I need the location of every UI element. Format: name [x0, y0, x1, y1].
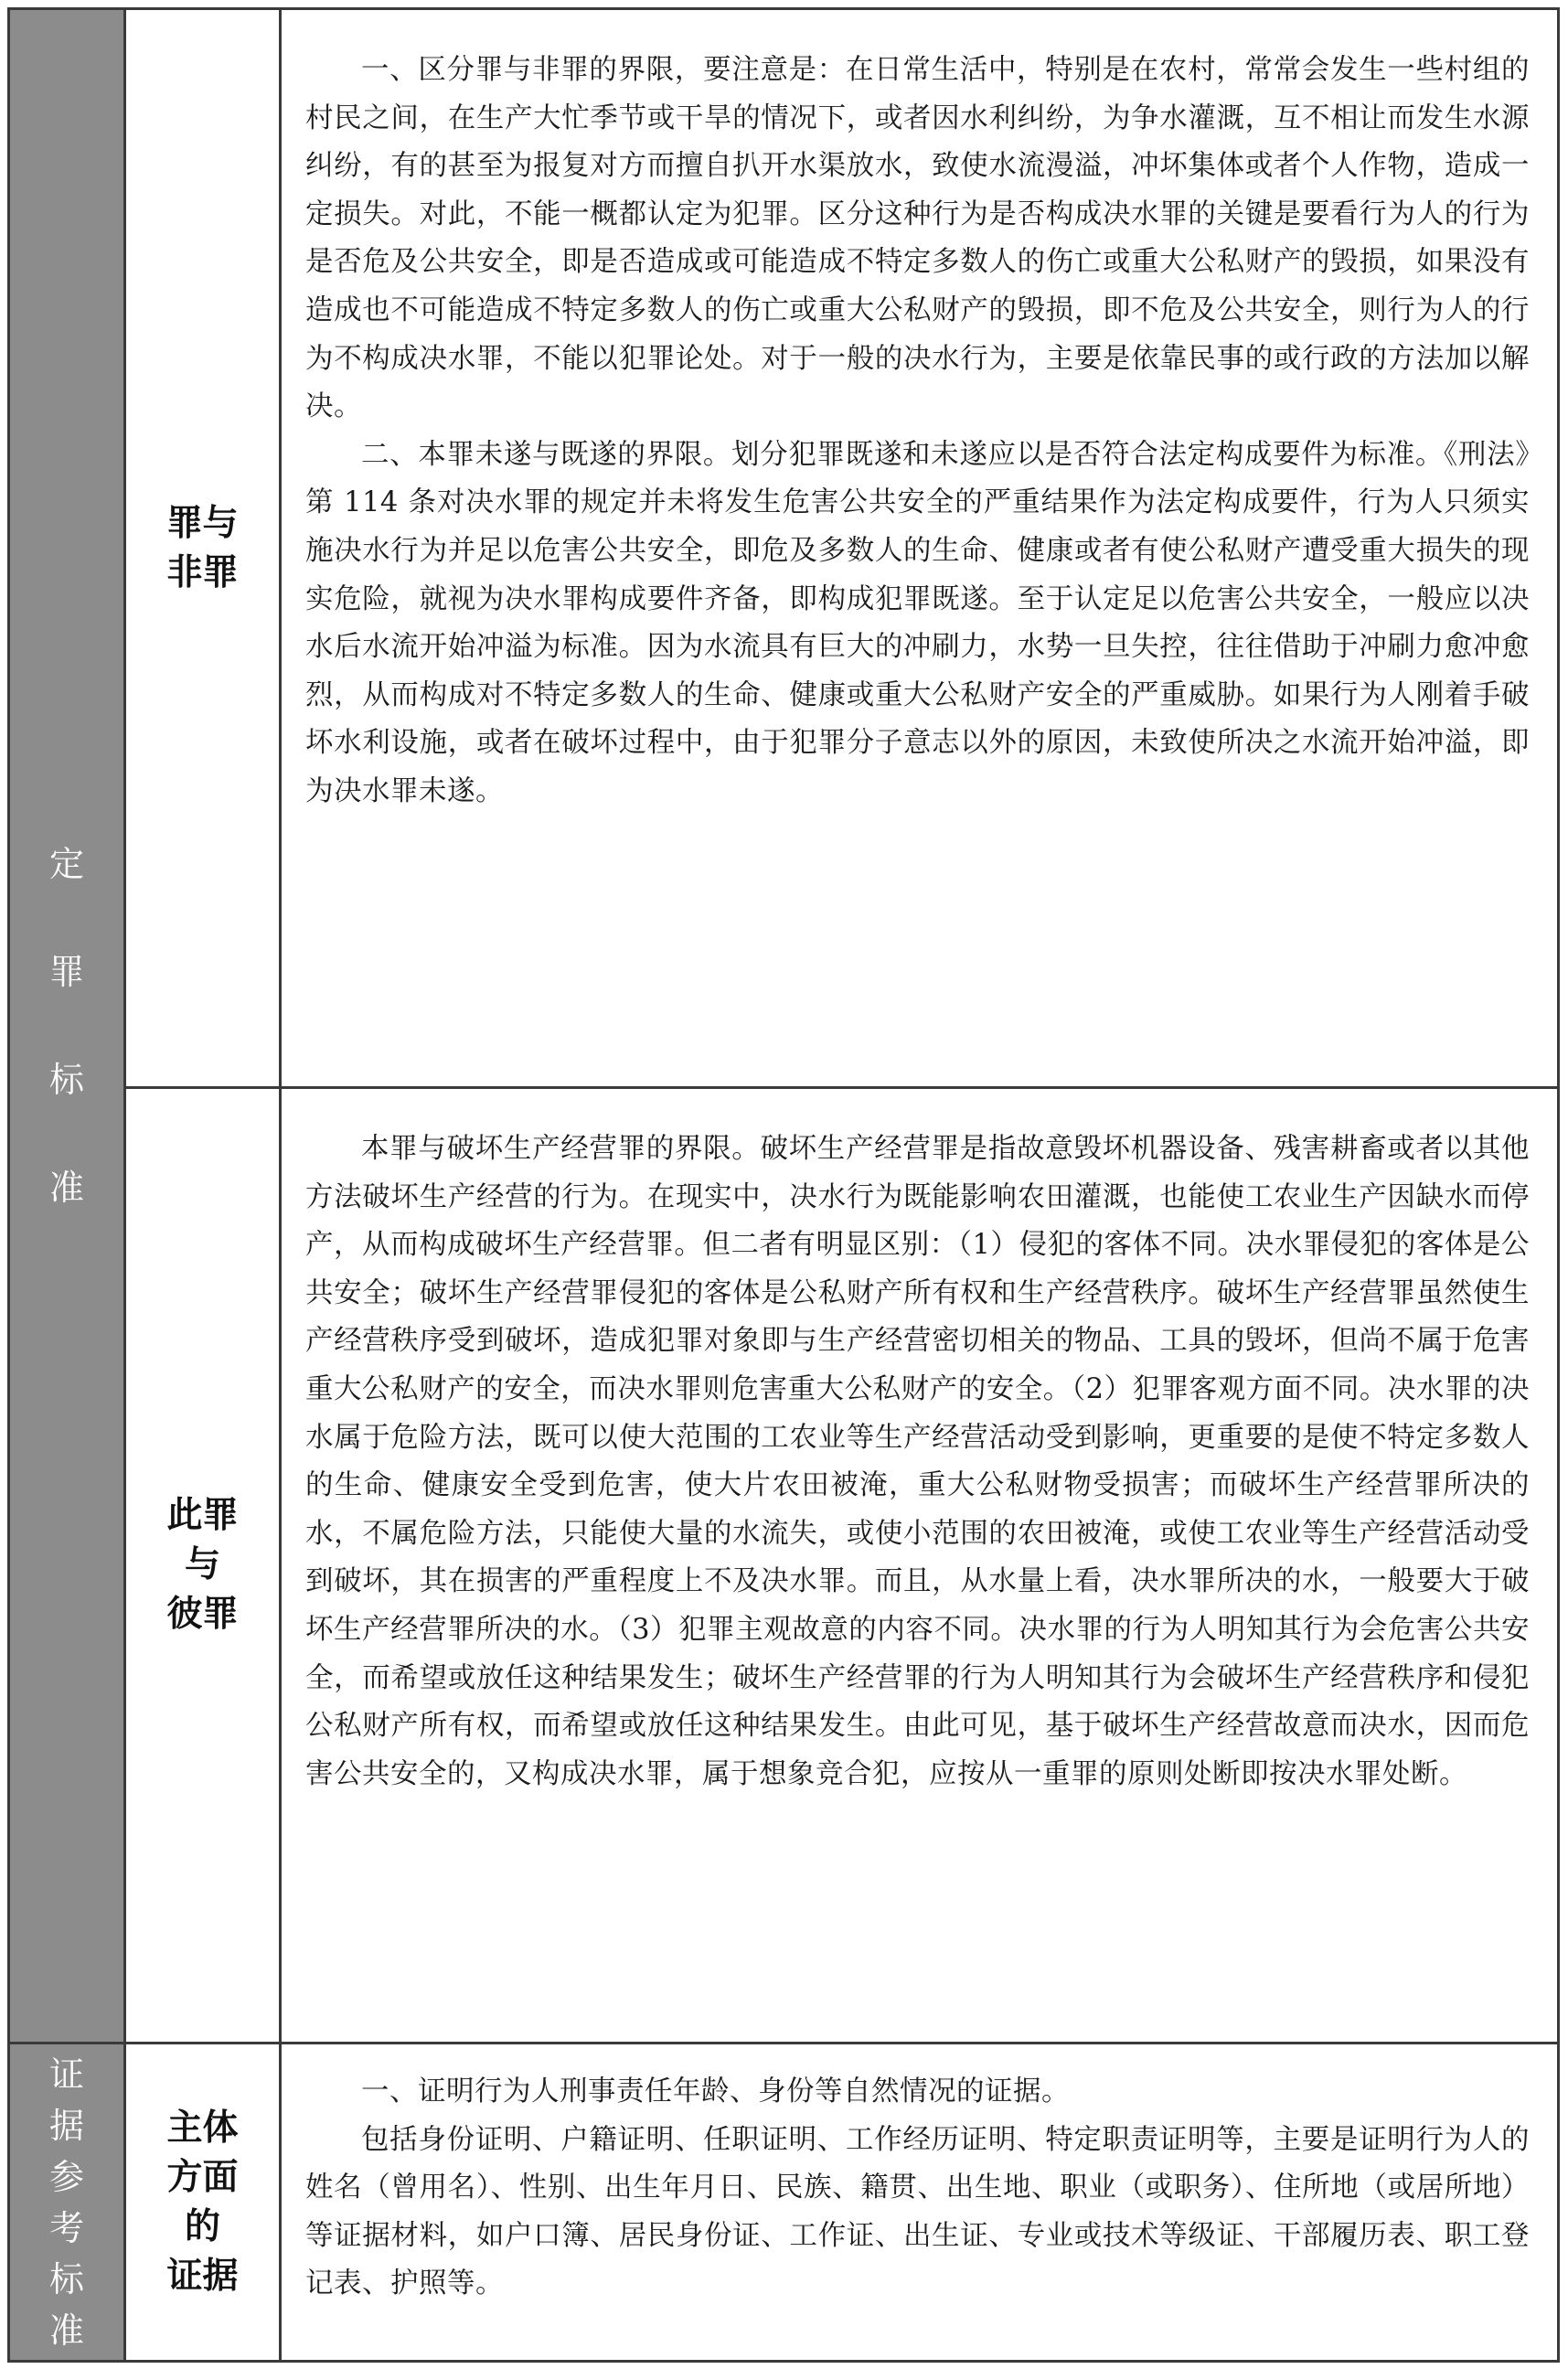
paragraph: 二、本罪未遂与既遂的界限。划分犯罪既遂和未遂应以是否符合法定构成要件为标准。《刑法》第 114 条对决水罪的规定并未将发生危害公共安全的严重结果作为法定构成要件，行为人只须实施决水行为并足以危害公共安全，即危及多数人的生命、健康或者有使公私财产遭受重大损失的现实危险，就视为决水罪构成要件齐备，即构成犯罪既遂。至于认定足以危害公共安全，一般应以决水后水流开始冲溢为标准。因为水流具有巨大的冲刷力，水势一旦失控，往往借助于冲刷力愈冲愈烈，从而构成对不特定多数人的生命、健康或重大公私财产安全的严重威胁。如果行为人刚着手破坏水利设施，或者在破坏过程中，由于犯罪分子意志以外的原因，未致使所决之水流开始冲溢，即为决水罪未遂。 [305, 438, 1530, 807]
row-label-cell [125, 2044, 281, 2362]
row-content-cell [281, 2044, 1559, 2362]
table-row [9, 9, 1559, 1088]
section-header-conviction-standard [9, 9, 125, 2044]
row-label-cell [125, 9, 281, 1088]
row-label: 主体 方面 的 证据 [166, 2107, 239, 2297]
paragraph: 一、区分罪与非罪的界限，要注意是：在日常生活中，特别是在农村，常常会发生一些村组的村民之间，在生产大忙季节或干旱的情况下，或者因水利纠纷，为争水灌溉，互不相让而发生水源纠纷，有的甚至为报复对方而擅自扒开水渠放水，致使水流漫溢，冲坏集体或者个人作物，造成一定损失。对此，不能一概都认定为犯罪。区分这种行为是否构成决水罪的关键是要看行为人的行为是否危及公共安全，即是否造成或可能造成不特定多数人的伤亡或重大公私财产的毁损，如果没有造成也不可能造成不特定多数人的伤亡或重大公私财产的毁损，即不危及公共安全，则行为人的行为不构成决水罪，不能以犯罪论处。对于一般的决水行为，主要是依靠民事的或行政的方法加以解决。 [305, 54, 1530, 423]
document-table [7, 7, 1560, 2363]
row-label-cell [125, 1088, 281, 2044]
paragraph: 一、证明行为人刑事责任年龄、身份等自然情况的证据。 [361, 2076, 1070, 2108]
section-header-text: 证 据 参 考 标 准 [48, 2054, 84, 2351]
row-content-cell [281, 1088, 1559, 2044]
row-label: 罪与 非罪 [166, 502, 239, 593]
row-content-cell [281, 9, 1559, 1088]
row-label: 此罪 与 彼罪 [166, 1495, 239, 1635]
section-header-evidence-standard [9, 2044, 125, 2362]
table-row [9, 2044, 1559, 2362]
table-row [9, 1088, 1559, 2044]
paragraph: 本罪与破坏生产经营罪的界限。破坏生产经营罪是指故意毁坏机器设备、残害耕畜或者以其他方法破坏生产经营的行为。在现实中，决水行为既能影响农田灌溉，也能使工农业生产因缺水而停产，从而构成破坏生产经营罪。但二者有明显区别：（1）侵犯的客体不同。决水罪侵犯的客体是公共安全；破坏生产经营罪侵犯的客体是公私财产所有权和生产经营秩序。破坏生产经营罪虽然使生产经营秩序受到破坏，造成犯罪对象即与生产经营密切相关的物品、工具的毁坏，但尚不属于危害重大公私财产的安全，而决水罪则危害重大公私财产的安全。（2）犯罪客观方面不同。决水罪的决水属于危险方法，既可以使大范围的工农业等生产经营活动受到影响，更重要的是使不特定多数人的生命、健康安全受到危害，使大片农田被淹，重大公私财物受损害；而破坏生产经营罪所决的水，不属危险方法，只能使大量的水流失，或使小范围的农田被淹，或使工农业等生产经营活动受到破坏，其在损害的严重程度上不及决水罪。而且，从水量上看，决水罪所决的水，一般要大于破坏生产经营罪所决的水。（3）犯罪主观故意的内容不同。决水罪的行为人明知其行为会危害公共安全，而希望或放任这种结果发生；破坏生产经营罪的行为人明知其行为会破坏生产经营秩序和侵犯公私财产所有权，而希望或放任这种结果发生。由此可见，基于破坏生产经营故意而决水，因而危害公共安全的，又构成决水罪，属于想象竞合犯，应按从一重罪的原则处断即按决水罪处断。 [305, 1133, 1530, 1790]
paragraph: 包括身份证明、户籍证明、任职证明、工作经历证明、特定职责证明等，主要是证明行为人的姓名（曾用名）、性别、出生年月日、民族、籍贯、出生地、职业（或职务）、住所地（或居所地）等证据材料，如户口簿、居民身份证、工作证、出生证、专业或技术等级证、干部履历表、职工登记表、护照等。 [305, 2123, 1530, 2300]
section-header-text: 定 罪 标 准 [48, 844, 84, 1208]
